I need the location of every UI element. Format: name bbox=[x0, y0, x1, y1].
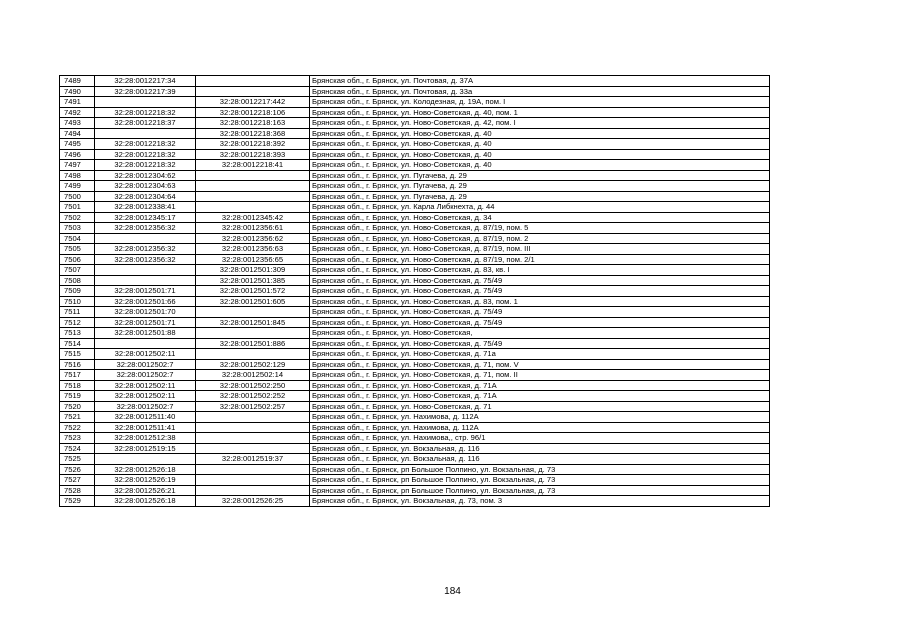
address-cell: Брянская обл., г. Брянск, ул. Ново-Советская, д. 87/19, пом. III bbox=[310, 244, 770, 255]
row-number-cell: 7516 bbox=[60, 359, 95, 370]
cadastral-number-cell: 32:28:0012512:38 bbox=[95, 433, 196, 444]
cadastral-number-cell: 32:28:0012526:19 bbox=[95, 475, 196, 486]
address-cell: Брянская обл., г. Брянск, ул. Пугачева, д. 29 bbox=[310, 191, 770, 202]
address-cell: Брянская обл., г. Брянск, ул. Ново-Советская, д. 75/49 bbox=[310, 317, 770, 328]
cadastral-number-cell: 32:28:0012511:40 bbox=[95, 412, 196, 423]
object-cadastral-number-cell: 32:28:0012218:392 bbox=[196, 139, 310, 150]
row-number-cell: 7491 bbox=[60, 97, 95, 108]
object-cadastral-number-cell bbox=[196, 86, 310, 97]
cadastral-number-cell: 32:28:0012502:7 bbox=[95, 359, 196, 370]
row-number-cell: 7494 bbox=[60, 128, 95, 139]
object-cadastral-number-cell: 32:28:0012501:845 bbox=[196, 317, 310, 328]
object-cadastral-number-cell: 32:28:0012356:61 bbox=[196, 223, 310, 234]
table-row bbox=[60, 265, 770, 276]
table-row bbox=[60, 443, 770, 454]
cadastral-number-cell: 32:28:0012218:32 bbox=[95, 107, 196, 118]
row-number-cell: 7497 bbox=[60, 160, 95, 171]
cadastral-number-cell: 32:28:0012511:41 bbox=[95, 422, 196, 433]
object-cadastral-number-cell: 32:28:0012502:257 bbox=[196, 401, 310, 412]
row-number-cell: 7525 bbox=[60, 454, 95, 465]
address-cell: Брянская обл., г. Брянск, ул. Нахимова,, стр. 96/1 bbox=[310, 433, 770, 444]
object-cadastral-number-cell: 32:28:0012218:106 bbox=[196, 107, 310, 118]
cadastral-number-cell: 32:28:0012217:34 bbox=[95, 76, 196, 87]
cadastral-number-cell: 32:28:0012526:21 bbox=[95, 485, 196, 496]
object-cadastral-number-cell: 32:28:0012501:572 bbox=[196, 286, 310, 297]
cadastral-number-cell: 32:28:0012501:71 bbox=[95, 286, 196, 297]
object-cadastral-number-cell bbox=[196, 485, 310, 496]
cadastral-number-cell bbox=[95, 454, 196, 465]
address-cell: Брянская обл., г. Брянск, ул. Ново-Советская, д. 71а bbox=[310, 349, 770, 360]
address-cell: Брянская обл., г. Брянск, ул. Ново-Советская, д. 87/19, пом. 5 bbox=[310, 223, 770, 234]
table-row bbox=[60, 391, 770, 402]
table-row bbox=[60, 464, 770, 475]
cadastral-number-cell: 32:28:0012356:32 bbox=[95, 254, 196, 265]
address-cell: Брянская обл., г. Брянск, ул. Колодезная, д. 19А, пом. I bbox=[310, 97, 770, 108]
address-cell: Брянская обл., г. Брянск, ул. Ново-Советская, д. 40 bbox=[310, 160, 770, 171]
object-cadastral-number-cell bbox=[196, 191, 310, 202]
table-row bbox=[60, 191, 770, 202]
row-number-cell: 7490 bbox=[60, 86, 95, 97]
row-number-cell: 7526 bbox=[60, 464, 95, 475]
cadastral-number-cell: 32:28:0012304:64 bbox=[95, 191, 196, 202]
object-cadastral-number-cell: 32:28:0012501:605 bbox=[196, 296, 310, 307]
table-row bbox=[60, 107, 770, 118]
row-number-cell: 7518 bbox=[60, 380, 95, 391]
table-row bbox=[60, 412, 770, 423]
row-number-cell: 7500 bbox=[60, 191, 95, 202]
object-cadastral-number-cell bbox=[196, 349, 310, 360]
cadastral-number-cell: 32:28:0012501:70 bbox=[95, 307, 196, 318]
address-cell: Брянская обл., г. Брянск, ул. Ново-Советская, д. 71А bbox=[310, 391, 770, 402]
cadastral-number-cell bbox=[95, 233, 196, 244]
table-row bbox=[60, 233, 770, 244]
cadastral-number-cell: 32:28:0012526:18 bbox=[95, 496, 196, 507]
address-cell: Брянская обл., г. Брянск, ул. Ново-Советская, д. 75/49 bbox=[310, 307, 770, 318]
table-row bbox=[60, 86, 770, 97]
object-cadastral-number-cell bbox=[196, 181, 310, 192]
table-row bbox=[60, 433, 770, 444]
row-number-cell: 7520 bbox=[60, 401, 95, 412]
object-cadastral-number-cell: 32:28:0012356:65 bbox=[196, 254, 310, 265]
address-cell: Брянская обл., г. Брянск, ул. Ново-Советская, д. 87/19, пом. 2/1 bbox=[310, 254, 770, 265]
object-cadastral-number-cell: 32:28:0012501:886 bbox=[196, 338, 310, 349]
address-cell: Брянская обл., г. Брянск, ул. Карла Либкнехта, д. 44 bbox=[310, 202, 770, 213]
address-cell: Брянская обл., г. Брянск, ул. Почтовая, д. 33а bbox=[310, 86, 770, 97]
table-row bbox=[60, 139, 770, 150]
object-cadastral-number-cell: 32:28:0012218:393 bbox=[196, 149, 310, 160]
table-row bbox=[60, 317, 770, 328]
table-row bbox=[60, 422, 770, 433]
row-number-cell: 7517 bbox=[60, 370, 95, 381]
cadastral-number-cell: 32:28:0012304:63 bbox=[95, 181, 196, 192]
table-row bbox=[60, 254, 770, 265]
row-number-cell: 7506 bbox=[60, 254, 95, 265]
address-cell: Брянская обл., г. Брянск, рп Большое Полпино, ул. Вокзальная, д. 73 bbox=[310, 475, 770, 486]
object-cadastral-number-cell bbox=[196, 422, 310, 433]
table-row bbox=[60, 181, 770, 192]
address-cell: Брянская обл., г. Брянск, ул. Ново-Советская, д. 71, пом. II bbox=[310, 370, 770, 381]
cadastral-number-cell: 32:28:0012218:32 bbox=[95, 160, 196, 171]
table-row bbox=[60, 370, 770, 381]
row-number-cell: 7489 bbox=[60, 76, 95, 87]
table-row bbox=[60, 454, 770, 465]
cadastral-number-cell: 32:28:0012218:32 bbox=[95, 139, 196, 150]
object-cadastral-number-cell: 32:28:0012501:309 bbox=[196, 265, 310, 276]
row-number-cell: 7522 bbox=[60, 422, 95, 433]
address-cell: Брянская обл., г. Брянск, ул. Пугачева, д. 29 bbox=[310, 181, 770, 192]
cadastral-number-cell: 32:28:0012501:88 bbox=[95, 328, 196, 339]
table-row bbox=[60, 128, 770, 139]
object-cadastral-number-cell: 32:28:0012356:63 bbox=[196, 244, 310, 255]
address-cell: Брянская обл., г. Брянск, ул. Ново-Советская, bbox=[310, 328, 770, 339]
cadastral-number-cell: 32:28:0012338:41 bbox=[95, 202, 196, 213]
address-cell: Брянская обл., г. Брянск, ул. Вокзальная, д. 116 bbox=[310, 454, 770, 465]
address-cell: Брянская обл., г. Брянск, ул. Ново-Советская, д. 40 bbox=[310, 139, 770, 150]
cadastral-number-cell: 32:28:0012502:7 bbox=[95, 370, 196, 381]
property-table bbox=[59, 75, 770, 507]
object-cadastral-number-cell bbox=[196, 475, 310, 486]
object-cadastral-number-cell bbox=[196, 433, 310, 444]
object-cadastral-number-cell bbox=[196, 170, 310, 181]
table-row bbox=[60, 328, 770, 339]
cadastral-number-cell: 32:28:0012356:32 bbox=[95, 223, 196, 234]
table-row bbox=[60, 244, 770, 255]
table-row bbox=[60, 160, 770, 171]
row-number-cell: 7510 bbox=[60, 296, 95, 307]
cadastral-number-cell: 32:28:0012217:39 bbox=[95, 86, 196, 97]
table-row bbox=[60, 286, 770, 297]
object-cadastral-number-cell: 32:28:0012218:368 bbox=[196, 128, 310, 139]
cadastral-number-cell: 32:28:0012345:17 bbox=[95, 212, 196, 223]
table-row bbox=[60, 275, 770, 286]
row-number-cell: 7512 bbox=[60, 317, 95, 328]
object-cadastral-number-cell: 32:28:0012356:62 bbox=[196, 233, 310, 244]
cadastral-number-cell bbox=[95, 128, 196, 139]
object-cadastral-number-cell bbox=[196, 307, 310, 318]
row-number-cell: 7507 bbox=[60, 265, 95, 276]
row-number-cell: 7502 bbox=[60, 212, 95, 223]
address-cell: Брянская обл., г. Брянск, ул. Нахимова, д. 112А bbox=[310, 422, 770, 433]
table-row bbox=[60, 496, 770, 507]
table-body bbox=[60, 76, 770, 507]
object-cadastral-number-cell bbox=[196, 202, 310, 213]
object-cadastral-number-cell bbox=[196, 443, 310, 454]
row-number-cell: 7528 bbox=[60, 485, 95, 496]
object-cadastral-number-cell: 32:28:0012502:252 bbox=[196, 391, 310, 402]
row-number-cell: 7498 bbox=[60, 170, 95, 181]
object-cadastral-number-cell bbox=[196, 464, 310, 475]
cadastral-number-cell: 32:28:0012304:62 bbox=[95, 170, 196, 181]
page-number: 184 bbox=[444, 586, 461, 597]
table-row bbox=[60, 349, 770, 360]
row-number-cell: 7495 bbox=[60, 139, 95, 150]
address-cell: Брянская обл., г. Брянск, рп Большое Полпино, ул. Вокзальная, д. 73 bbox=[310, 485, 770, 496]
address-cell: Брянская обл., г. Брянск, ул. Ново-Советская, д. 75/49 bbox=[310, 286, 770, 297]
table-row bbox=[60, 307, 770, 318]
row-number-cell: 7521 bbox=[60, 412, 95, 423]
table-row bbox=[60, 76, 770, 87]
address-cell: Брянская обл., г. Брянск, ул. Ново-Советская, д. 83, кв. I bbox=[310, 265, 770, 276]
address-cell: Брянская обл., г. Брянск, ул. Ново-Советская, д. 34 bbox=[310, 212, 770, 223]
row-number-cell: 7527 bbox=[60, 475, 95, 486]
address-cell: Брянская обл., г. Брянск, ул. Ново-Советская, д. 71, пом. V bbox=[310, 359, 770, 370]
object-cadastral-number-cell: 32:28:0012218:41 bbox=[196, 160, 310, 171]
table-row bbox=[60, 223, 770, 234]
table-row bbox=[60, 380, 770, 391]
row-number-cell: 7514 bbox=[60, 338, 95, 349]
table-row bbox=[60, 359, 770, 370]
row-number-cell: 7529 bbox=[60, 496, 95, 507]
row-number-cell: 7493 bbox=[60, 118, 95, 129]
row-number-cell: 7505 bbox=[60, 244, 95, 255]
table-row bbox=[60, 485, 770, 496]
row-number-cell: 7503 bbox=[60, 223, 95, 234]
cadastral-number-cell: 32:28:0012356:32 bbox=[95, 244, 196, 255]
table-row bbox=[60, 170, 770, 181]
cadastral-number-cell: 32:28:0012502:7 bbox=[95, 401, 196, 412]
cadastral-number-cell: 32:28:0012218:32 bbox=[95, 149, 196, 160]
address-cell: Брянская обл., г. Брянск, ул. Ново-Советская, д. 71А bbox=[310, 380, 770, 391]
address-cell: Брянская обл., г. Брянск, ул. Ново-Советская, д. 87/19, пом. 2 bbox=[310, 233, 770, 244]
table-row bbox=[60, 202, 770, 213]
address-cell: Брянская обл., г. Брянск, ул. Ново-Советская, д. 40 bbox=[310, 128, 770, 139]
address-cell: Брянская обл., г. Брянск, ул. Вокзальная, д. 73, пом. 3 bbox=[310, 496, 770, 507]
object-cadastral-number-cell: 32:28:0012502:250 bbox=[196, 380, 310, 391]
address-cell: Брянская обл., г. Брянск, рп Большое Полпино, ул. Вокзальная, д. 73 bbox=[310, 464, 770, 475]
row-number-cell: 7509 bbox=[60, 286, 95, 297]
cadastral-number-cell: 32:28:0012501:71 bbox=[95, 317, 196, 328]
cadastral-number-cell: 32:28:0012502:11 bbox=[95, 349, 196, 360]
table-row bbox=[60, 97, 770, 108]
table-row bbox=[60, 296, 770, 307]
table-row bbox=[60, 475, 770, 486]
object-cadastral-number-cell bbox=[196, 412, 310, 423]
row-number-cell: 7519 bbox=[60, 391, 95, 402]
address-cell: Брянская обл., г. Брянск, ул. Почтовая, д. 37А bbox=[310, 76, 770, 87]
cadastral-number-cell: 32:28:0012502:11 bbox=[95, 391, 196, 402]
address-cell: Брянская обл., г. Брянск, ул. Ново-Советская, д. 75/49 bbox=[310, 275, 770, 286]
address-cell: Брянская обл., г. Брянск, ул. Ново-Советская, д. 42, пом. I bbox=[310, 118, 770, 129]
address-cell: Брянская обл., г. Брянск, ул. Ново-Советская, д. 40 bbox=[310, 149, 770, 160]
row-number-cell: 7496 bbox=[60, 149, 95, 160]
row-number-cell: 7511 bbox=[60, 307, 95, 318]
address-cell: Брянская обл., г. Брянск, ул. Ново-Советская, д. 75/49 bbox=[310, 338, 770, 349]
cadastral-number-cell: 32:28:0012526:18 bbox=[95, 464, 196, 475]
address-cell: Брянская обл., г. Брянск, ул. Вокзальная, д. 116 bbox=[310, 443, 770, 454]
row-number-cell: 7523 bbox=[60, 433, 95, 444]
cadastral-number-cell: 32:28:0012502:11 bbox=[95, 380, 196, 391]
cadastral-number-cell: 32:28:0012501:66 bbox=[95, 296, 196, 307]
table-row bbox=[60, 212, 770, 223]
object-cadastral-number-cell: 32:28:0012502:14 bbox=[196, 370, 310, 381]
cadastral-number-cell bbox=[95, 338, 196, 349]
cadastral-number-cell bbox=[95, 97, 196, 108]
table-row bbox=[60, 401, 770, 412]
row-number-cell: 7499 bbox=[60, 181, 95, 192]
object-cadastral-number-cell: 32:28:0012519:37 bbox=[196, 454, 310, 465]
row-number-cell: 7501 bbox=[60, 202, 95, 213]
address-cell: Брянская обл., г. Брянск, ул. Нахимова, д. 112А bbox=[310, 412, 770, 423]
row-number-cell: 7504 bbox=[60, 233, 95, 244]
cadastral-number-cell bbox=[95, 265, 196, 276]
address-cell: Брянская обл., г. Брянск, ул. Пугачева, д. 29 bbox=[310, 170, 770, 181]
address-cell: Брянская обл., г. Брянск, ул. Ново-Советская, д. 71 bbox=[310, 401, 770, 412]
table-row bbox=[60, 338, 770, 349]
table-row bbox=[60, 118, 770, 129]
address-cell: Брянская обл., г. Брянск, ул. Ново-Советская, д. 40, пом. 1 bbox=[310, 107, 770, 118]
address-cell: Брянская обл., г. Брянск, ул. Ново-Советская, д. 83, пом. 1 bbox=[310, 296, 770, 307]
row-number-cell: 7492 bbox=[60, 107, 95, 118]
row-number-cell: 7508 bbox=[60, 275, 95, 286]
cadastral-number-cell: 32:28:0012218:37 bbox=[95, 118, 196, 129]
object-cadastral-number-cell: 32:28:0012218:163 bbox=[196, 118, 310, 129]
row-number-cell: 7524 bbox=[60, 443, 95, 454]
object-cadastral-number-cell: 32:28:0012501:385 bbox=[196, 275, 310, 286]
cadastral-number-cell: 32:28:0012519:15 bbox=[95, 443, 196, 454]
cadastral-number-cell bbox=[95, 275, 196, 286]
object-cadastral-number-cell: 32:28:0012526:25 bbox=[196, 496, 310, 507]
object-cadastral-number-cell: 32:28:0012217:442 bbox=[196, 97, 310, 108]
object-cadastral-number-cell bbox=[196, 328, 310, 339]
row-number-cell: 7515 bbox=[60, 349, 95, 360]
table-row bbox=[60, 149, 770, 160]
object-cadastral-number-cell bbox=[196, 76, 310, 87]
object-cadastral-number-cell: 32:28:0012345:42 bbox=[196, 212, 310, 223]
row-number-cell: 7513 bbox=[60, 328, 95, 339]
object-cadastral-number-cell: 32:28:0012502:129 bbox=[196, 359, 310, 370]
